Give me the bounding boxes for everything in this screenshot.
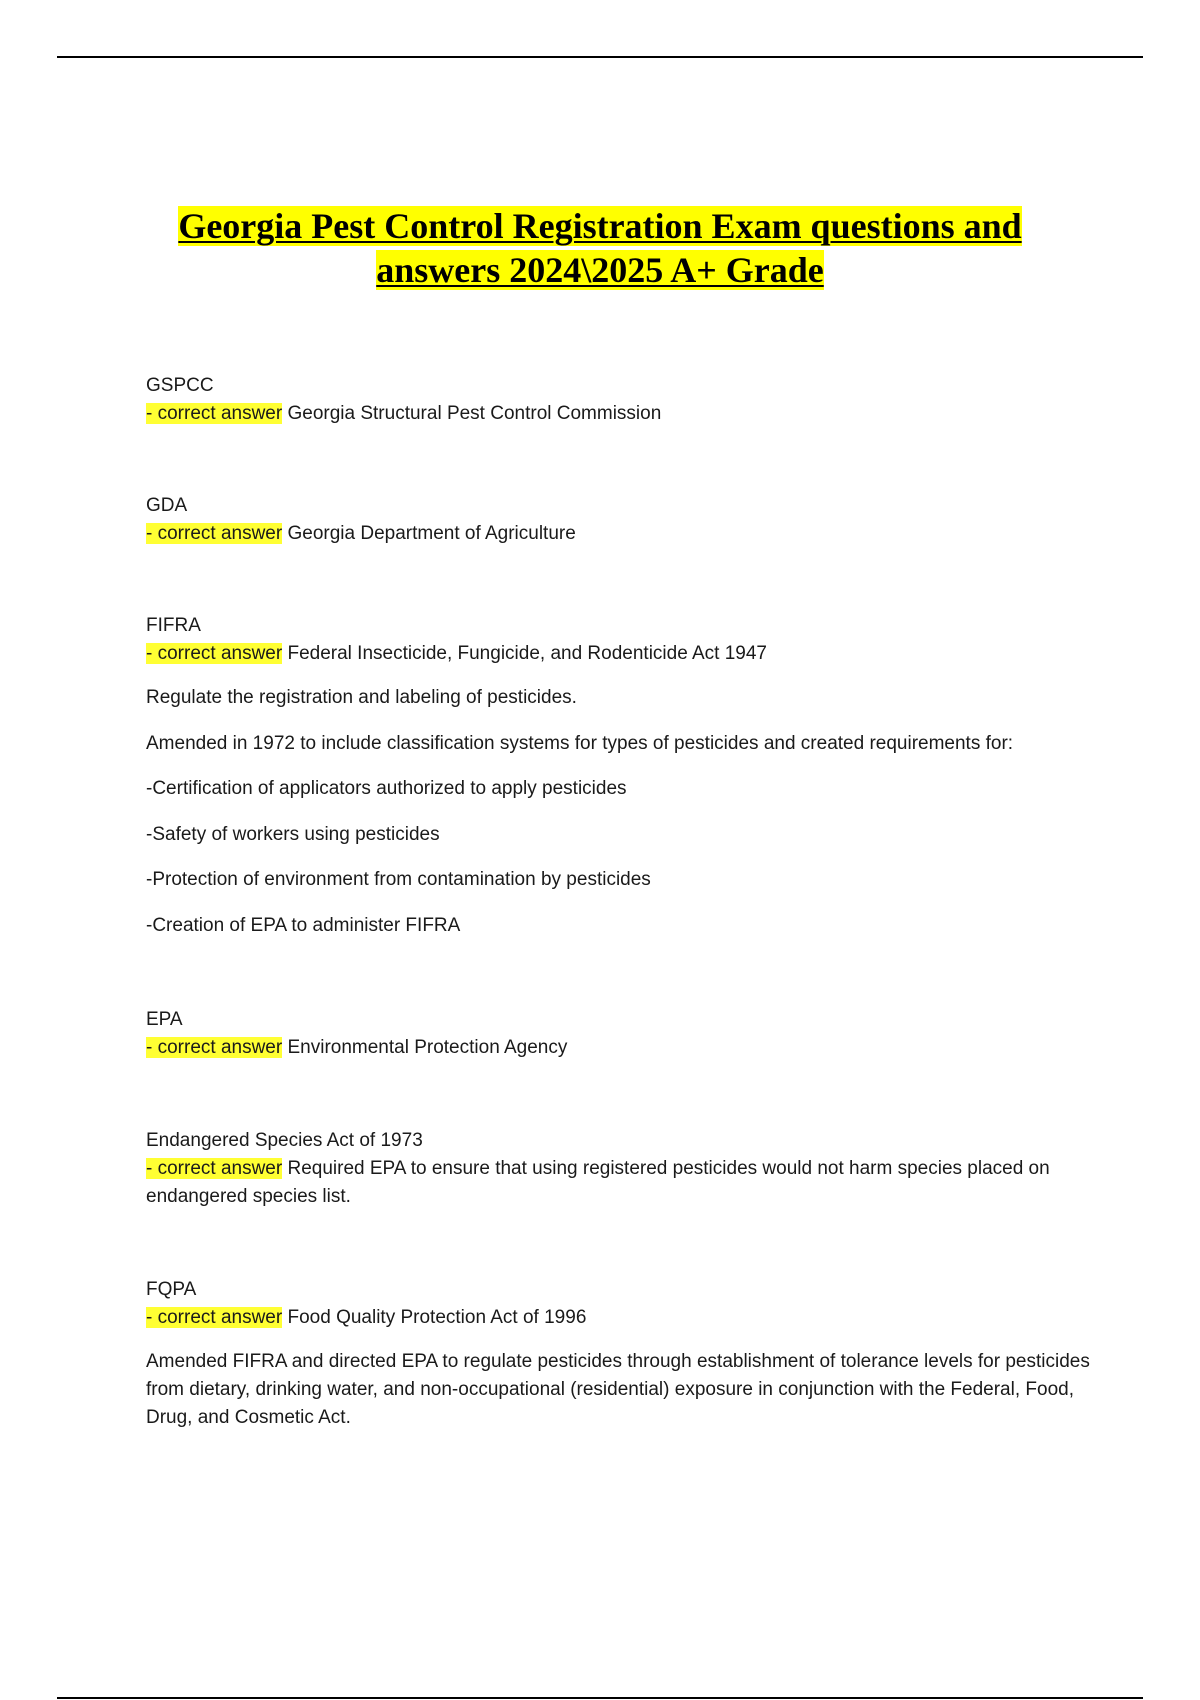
answer-prefix: - correct answer (146, 1037, 283, 1058)
question-term: FIFRA (146, 615, 201, 636)
detail-paragraph: Regulate the registration and labeling of pesticides. (146, 687, 577, 708)
detail-list-item: -Certification of applicators authorized to apply pesticides (146, 778, 627, 799)
question-term: Endangered Species Act of 1973 (146, 1130, 423, 1151)
answer-prefix: - correct answer (146, 403, 283, 424)
answer-line (146, 520, 1091, 548)
bottom-rule (57, 1697, 1143, 1699)
answer-text: Environmental Protection Agency (287, 1037, 568, 1058)
top-rule (57, 56, 1143, 58)
qa-entry-gda (146, 492, 1091, 548)
detail-list-item: -Creation of EPA to administer FIFRA (146, 915, 461, 936)
detail-paragraph: Amended FIFRA and directed EPA to regulate pesticides through establishment of tolerance levels for pesticides from dietary, drinking water, and non-occupational (residential) exposure in conjunction with the Federal, Food, Drug, and Cosmetic Act. (146, 1351, 1090, 1428)
answer-text: Federal Insecticide, Fungicide, and Rodenticide Act 1947 (287, 643, 768, 664)
answer-prefix: - correct answer (146, 1307, 283, 1328)
answer-line (146, 640, 1091, 668)
answer-text: Required EPA to ensure that using registered pesticides would not harm species placed on endangered species list. (146, 1158, 1050, 1207)
answer-line (146, 1304, 1091, 1332)
title-line-2: answers 2024\2025 A+ Grade (376, 250, 824, 290)
answer-text: Georgia Department of Agriculture (287, 523, 576, 544)
answer-line (146, 1155, 1091, 1211)
qa-entry-epa (146, 1006, 1091, 1062)
detail-paragraph: Amended in 1972 to include classification systems for types of pesticides and created requirements for: (146, 733, 1014, 754)
detail-list-item: -Safety of workers using pesticides (146, 824, 440, 845)
document-title (0, 204, 1200, 292)
answer-text: Food Quality Protection Act of 1996 (287, 1307, 587, 1328)
question-term: FQPA (146, 1279, 197, 1300)
answer-prefix: - correct answer (146, 523, 283, 544)
qa-entry-fifra (146, 612, 1091, 940)
detail-list-item: -Protection of environment from contamination by pesticides (146, 869, 651, 890)
answer-line (146, 1034, 1091, 1062)
question-term: GSPCC (146, 375, 214, 396)
question-term: GDA (146, 495, 188, 516)
answer-prefix: - correct answer (146, 1158, 283, 1179)
answer-prefix: - correct answer (146, 643, 283, 664)
answer-text: Georgia Structural Pest Control Commission (287, 403, 662, 424)
title-line-1: Georgia Pest Control Registration Exam questions and (178, 206, 1022, 246)
question-term: EPA (146, 1009, 183, 1030)
qa-entry-fqpa (146, 1276, 1091, 1432)
qa-entry-gspcc (146, 372, 1091, 428)
qa-entry-endangered-species-act (146, 1127, 1091, 1211)
answer-line (146, 400, 1091, 428)
